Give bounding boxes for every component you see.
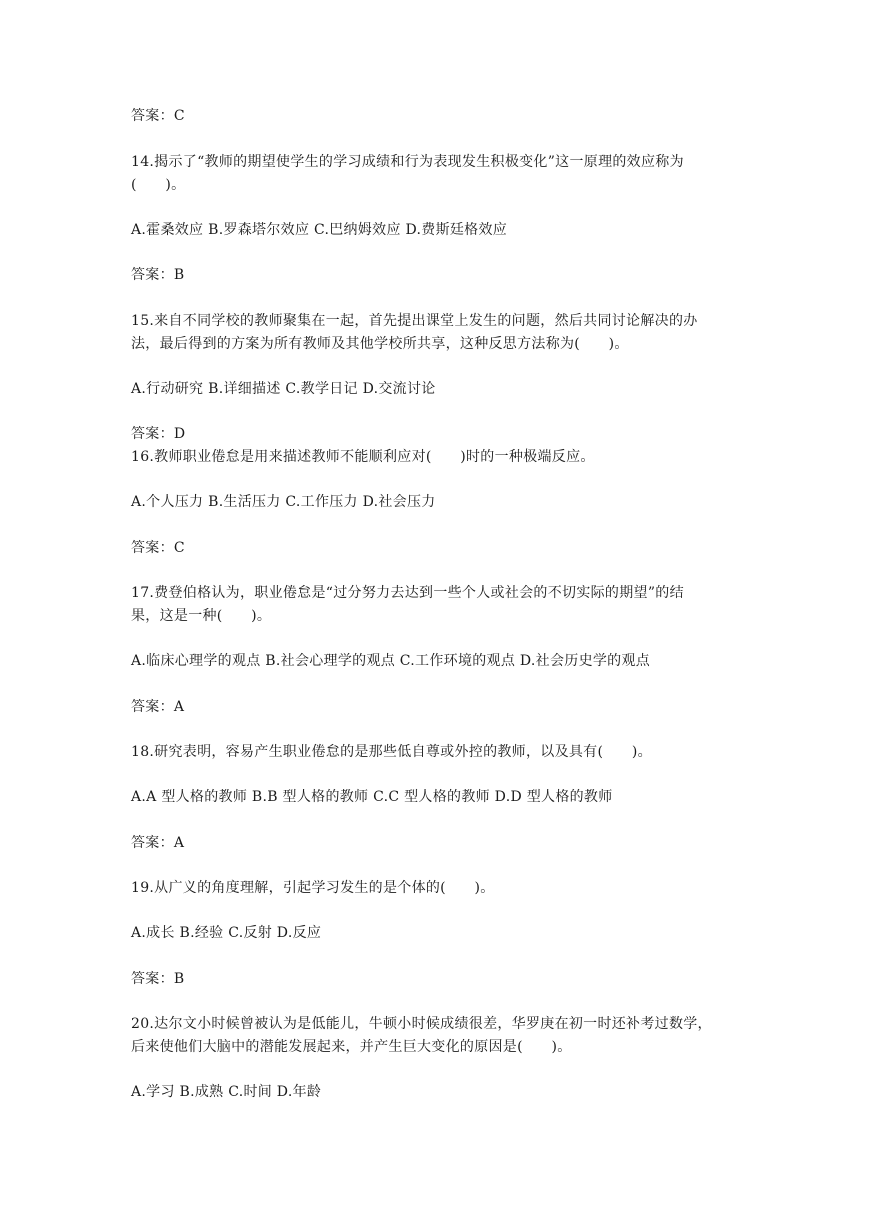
question-15-line-2: 法，最后得到的方案为所有教师及其他学校所共享，这种反思方法称为( )。 [131,336,629,352]
answer-16: 答案：C [131,540,185,556]
answer-19: 答案：B [131,971,185,987]
question-20-line-2: 后来使他们大脑中的潜能发展起来，并产生巨大变化的原因是( )。 [131,1039,572,1055]
options-19: A.成长 B.经验 C.反射 D.反应 [131,925,322,941]
answer-18: 答案：A [131,835,185,851]
answer-17: 答案：A [131,699,185,715]
question-17-line-2: 果，这是一种( )。 [131,608,272,624]
options-17: A.临床心理学的观点 B.社会心理学的观点 C.工作环境的观点 D.社会历史学的观点 [131,653,651,669]
question-15-line-1: 15.来自不同学校的教师聚集在一起，首先提出课堂上发生的问题，然后共同讨论解决的办 [131,313,698,329]
question-18: 18.研究表明，容易产生职业倦怠的是那些低自尊或外控的教师，以及具有( )。 [131,744,652,760]
options-16: A.个人压力 B.生活压力 C.工作压力 D.社会压力 [131,494,436,510]
options-14: A.霍桑效应 B.罗森塔尔效应 C.巴纳姆效应 D.费斯廷格效应 [131,222,508,238]
options-20: A.学习 B.成熟 C.时间 D.年龄 [131,1084,322,1100]
answer-14: 答案：B [131,267,185,283]
question-17-line-1: 17.费登伯格认为，职业倦怠是“过分努力去达到一些个人或社会的不切实际的期望”的结 [131,585,684,601]
answer-13: 答案：C [131,108,185,124]
question-14-line-1: 14.揭示了“教师的期望使学生的学习成绩和行为表现发生积极变化”这一原理的效应称为 [131,154,684,170]
options-15: A.行动研究 B.详细描述 C.教学日记 D.交流讨论 [131,381,436,397]
options-18: A.A 型人格的教师 B.B 型人格的教师 C.C 型人格的教师 D.D 型人格的教师 [131,789,613,805]
question-14-line-2: ( )。 [131,177,186,193]
question-20-line-1: 20.达尔文小时候曾被认为是低能儿，牛顿小时候成绩很差，华罗庚在初一时还补考过数学， [131,1016,712,1032]
question-16: 16.教师职业倦怠是用来描述教师不能顺利应对( )时的一种极端反应。 [131,449,595,465]
answer-15: 答案：D [131,426,186,442]
question-19: 19.从广义的角度理解，引起学习发生的是个体的( )。 [131,880,495,896]
